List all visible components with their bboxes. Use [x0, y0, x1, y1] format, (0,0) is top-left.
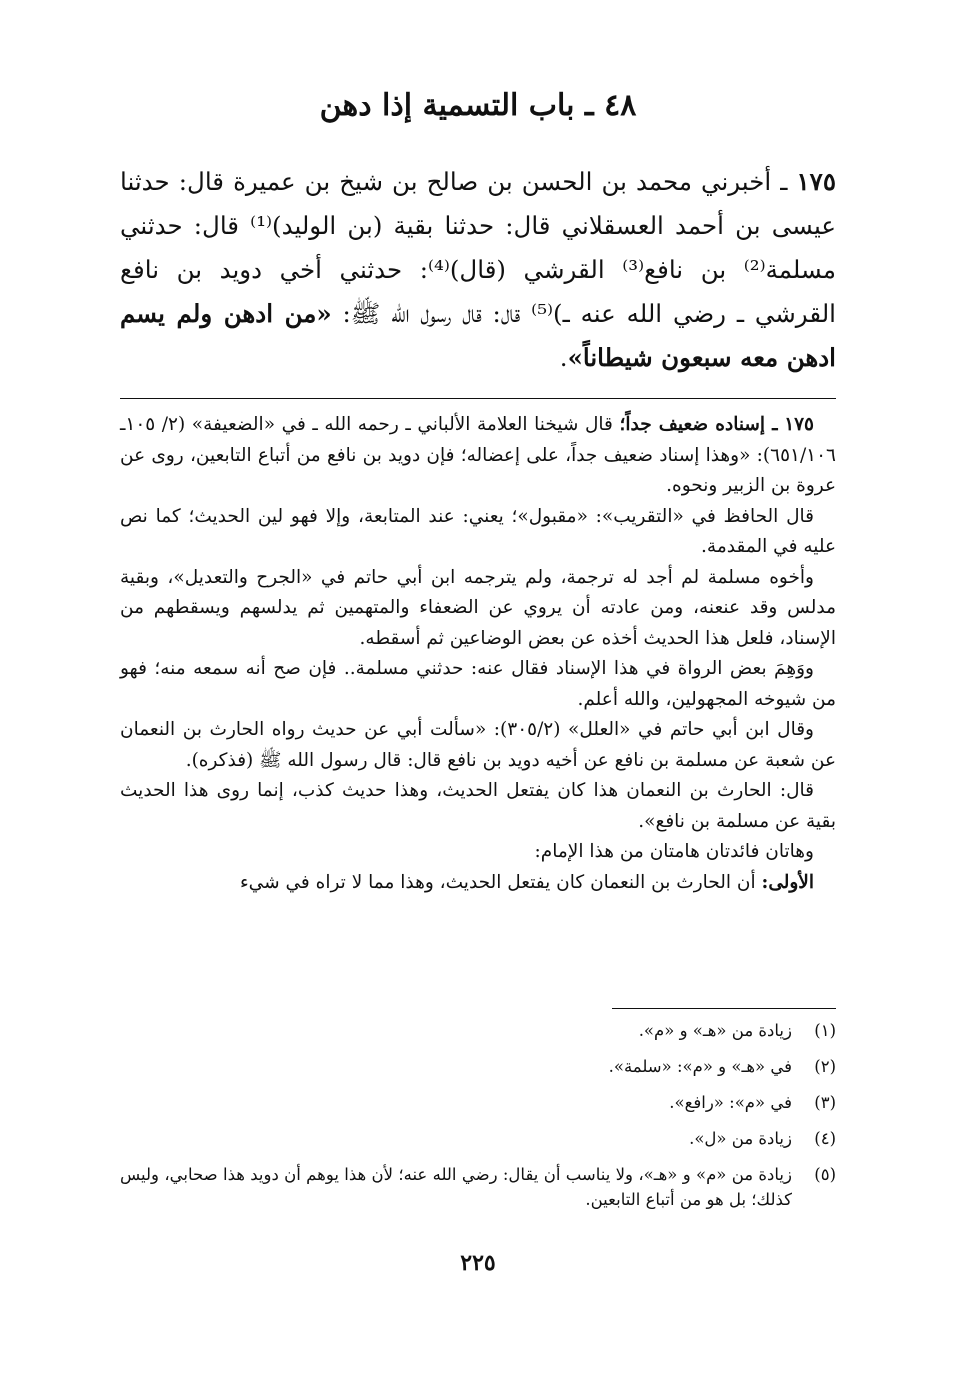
commentary-paragraph: قال الحافظ في «التقريب»: «مقبول»؛ يعني: عند المتابعة، وإلا فهو لين الحديث؛ كما نص عليه في المقدمة.: [120, 505, 836, 557]
commentary-text: قال شيخنا العلامة الألباني ـ رحمه الله ـ في «الضعيفة» (٢/ ١٠٥ـ ٦٥١/١٠٦): «وهذا إسناد ضعيف جداً، على إعضاله؛ فإن دويد بن نافع من أتباع التابعين، روى عن عروة بن الزبير ونحوه.: [120, 414, 836, 496]
footnote: [120, 1126, 836, 1151]
footnote-number: (٢): [814, 1057, 836, 1076]
commentary-paragraph: [120, 868, 836, 899]
commentary-paragraph: [120, 410, 836, 502]
separator-rule: [120, 398, 836, 399]
footnote-number: (٣): [814, 1093, 836, 1112]
commentary-paragraph: وقال ابن أبي حاتم في «العلل» (٣٠٥/٢): «سألت أبي عن حديث رواه الحارث بن النعمان عن شعبة عن مسلمة بن نافع عن أخيه دويد بن نافع قال: قال رسول الله ﷺ (فذكره).: [120, 719, 836, 771]
footnote: [120, 1018, 836, 1043]
commentary-paragraph: قال: الحارث بن النعمان هذا كان يفتعل الحديث، وهذا حديث كذب، إنما روى هذا الحديث بقية عن مسلمة بن نافع».: [120, 780, 836, 832]
commentary-number: ١٧٥: [784, 414, 814, 435]
footnote-text: زيادة من «م» و «هـ»، ولا يناسب أن يقال: رضي الله عنه؛ لأن هذا يوهم أن دويد هذا صحابي، وليس كذلك؛ بل هو من أتباع التابعين.: [120, 1165, 792, 1209]
hadith-text: [120, 160, 836, 380]
footnote-text: في «هـ» و «م»: «سلمة».: [608, 1057, 792, 1076]
footnote: [120, 1162, 836, 1212]
footnote-text: في «م»: «رافع».: [669, 1093, 792, 1112]
commentary-paragraph: ووَهِمَ بعض الرواة في هذا الإسناد فقال عنه: حدثني مسلمة.. فإن صح أنه سمعه منه؛ فهو من شيوخه المجهولين، والله أعلم.: [120, 658, 836, 710]
footnote-number: (٤): [814, 1129, 836, 1148]
footnote: [120, 1054, 836, 1079]
footnote-number: (١): [814, 1021, 836, 1040]
chapter-title: ٤٨ ـ باب التسمية إذا دهن: [319, 88, 637, 123]
hadith-end: .: [559, 343, 568, 372]
page-number: ٢٢٥: [460, 1250, 496, 1276]
footnote-text: زيادة من «ل».: [689, 1129, 792, 1148]
footnote: [120, 1090, 836, 1115]
hadith-number: ١٧٥: [796, 167, 836, 196]
footnote-text: زيادة من «هـ» و «م».: [638, 1021, 792, 1040]
footnotes: [120, 1018, 836, 1223]
commentary: [120, 410, 836, 898]
footnote-number: (٥): [814, 1165, 836, 1184]
hadith-quote: «من ادهن ولم يسم ادهن معه سبعون شيطاناً»: [120, 299, 836, 372]
commentary-paragraph: وهاتان فائدتان هامتان من هذا الإمام:: [534, 841, 814, 862]
commentary-text: أن الحارث بن النعمان كان يفتعل الحديث، وهذا مما لا تراه في شيء: [239, 871, 756, 893]
commentary-grading: ـ إسناده ضعيف جداً؛: [619, 414, 778, 435]
commentary-point-label: الأولى:: [761, 871, 814, 893]
commentary-paragraph: وأخوه مسلمة لم أجد له ترجمة، ولم يترجمه ابن أبي حاتم في «الجرح والتعديل»، وبقية مدلس وقد عنعنه، ومن عادته أن يروي عن الضعفاء والمتهمين ثم يدلسهم ويسقطهم من الإسناد، فلعل هذا الحديث أخذه عن بعض الوضاعين ثم أسقطه.: [120, 566, 836, 649]
hadith-chain: ـ أخبرني محمد بن الحسن بن صالح بن شيخ بن عميرة قال: حدثنا عيسى بن أحمد العسقلاني قال: حدثنا بقية (بن الوليد)⁽¹⁾ قال: حدثني مسلمة⁽²⁾ بن نافع⁽³⁾ القرشي (قال)⁽⁴⁾: حدثني أخي دويد بن نافع القرشي ـ رضي الله عنه ـ)⁽⁵⁾ قال: قال رسول الله ﷺ:: [120, 167, 837, 328]
footnote-rule: [612, 1008, 836, 1009]
